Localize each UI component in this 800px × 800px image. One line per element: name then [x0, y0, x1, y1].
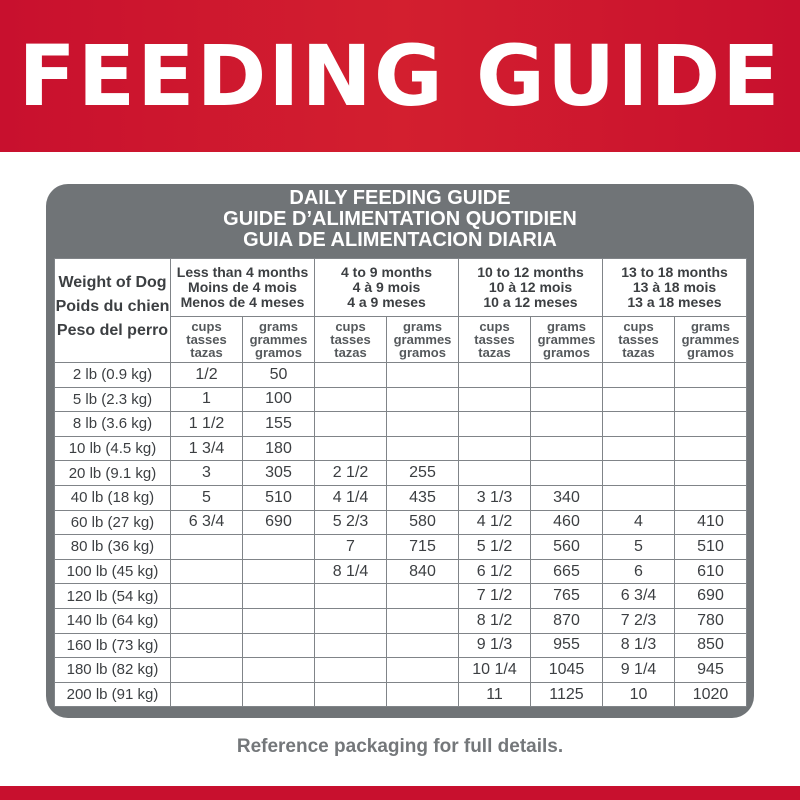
cups-cell: 11	[459, 682, 531, 707]
cups-cell	[603, 363, 675, 388]
cups-cell: 1/2	[171, 363, 243, 388]
grams-cell	[387, 658, 459, 683]
unit-label: grams	[402, 319, 443, 334]
grams-cell	[387, 633, 459, 658]
cups-cell: 5 1/2	[459, 535, 531, 560]
grams-cell: 1045	[531, 658, 603, 683]
weight-cell: 120 lb (54 kg)	[55, 584, 171, 609]
cups-cell	[459, 387, 531, 412]
cups-cell	[171, 633, 243, 658]
cups-cell	[315, 584, 387, 609]
table-row	[55, 510, 747, 535]
grams-unit-header	[531, 317, 603, 363]
grams-cell: 460	[531, 510, 603, 535]
unit-label: grammes	[537, 332, 596, 347]
grams-cell	[675, 363, 747, 388]
grams-cell	[675, 485, 747, 510]
cups-cell: 10 1/4	[459, 658, 531, 683]
unit-label: tasses	[474, 332, 515, 347]
weight-cell: 100 lb (45 kg)	[55, 559, 171, 584]
table-row	[55, 363, 747, 388]
grams-cell	[243, 608, 315, 633]
cups-cell: 6 1/2	[459, 559, 531, 584]
cups-cell: 7 2/3	[603, 608, 675, 633]
page-title: FEEDING GUIDE	[18, 27, 782, 125]
grams-cell: 765	[531, 584, 603, 609]
grams-unit-header	[387, 317, 459, 363]
cups-cell	[459, 412, 531, 437]
card-title-line: DAILY FEEDING GUIDE	[289, 187, 511, 209]
grams-cell	[243, 658, 315, 683]
cups-cell: 8 1/4	[315, 559, 387, 584]
unit-label: grammes	[393, 332, 452, 347]
weight-cell: 5 lb (2.3 kg)	[55, 387, 171, 412]
grams-cell	[387, 584, 459, 609]
cups-cell: 10	[603, 682, 675, 707]
grams-cell	[243, 584, 315, 609]
cups-cell	[315, 608, 387, 633]
weight-cell: 160 lb (73 kg)	[55, 633, 171, 658]
unit-label: tazas	[478, 345, 511, 360]
grams-cell	[675, 461, 747, 486]
unit-label: tasses	[618, 332, 659, 347]
grams-cell: 305	[243, 461, 315, 486]
cups-cell: 9 1/4	[603, 658, 675, 683]
cups-cell	[315, 412, 387, 437]
table-row	[55, 535, 747, 560]
cups-cell: 6 3/4	[603, 584, 675, 609]
unit-label: tazas	[190, 345, 223, 360]
grams-cell: 155	[243, 412, 315, 437]
cups-unit-header	[459, 317, 531, 363]
grams-cell: 610	[675, 559, 747, 584]
cups-cell: 3	[171, 461, 243, 486]
cups-cell	[459, 436, 531, 461]
cups-cell: 4 1/4	[315, 485, 387, 510]
cups-cell	[171, 584, 243, 609]
cups-cell: 5	[171, 485, 243, 510]
grams-cell	[675, 412, 747, 437]
cups-cell	[603, 387, 675, 412]
cups-cell	[171, 682, 243, 707]
table-row	[55, 387, 747, 412]
cups-cell	[459, 461, 531, 486]
weight-cell: 80 lb (36 kg)	[55, 535, 171, 560]
grams-cell: 580	[387, 510, 459, 535]
feeding-table	[54, 258, 747, 707]
age-line: 10 a 12 meses	[483, 294, 578, 310]
age-group-header	[171, 259, 315, 317]
age-line: Moins de 4 mois	[188, 279, 297, 295]
grams-cell	[675, 387, 747, 412]
cups-cell	[315, 658, 387, 683]
cups-cell	[315, 387, 387, 412]
unit-label: gramos	[255, 345, 302, 360]
grams-cell: 870	[531, 608, 603, 633]
grams-cell	[531, 412, 603, 437]
weight-cell: 140 lb (64 kg)	[55, 608, 171, 633]
cups-cell	[603, 412, 675, 437]
unit-label: tazas	[334, 345, 367, 360]
grams-cell: 1125	[531, 682, 603, 707]
weight-column-header	[55, 259, 171, 363]
cups-cell: 1	[171, 387, 243, 412]
cups-cell	[315, 633, 387, 658]
grams-cell: 945	[675, 658, 747, 683]
unit-label: tazas	[622, 345, 655, 360]
grams-cell: 180	[243, 436, 315, 461]
card-title	[46, 188, 754, 251]
cups-cell: 5	[603, 535, 675, 560]
age-group-header	[603, 259, 747, 317]
table-row	[55, 682, 747, 707]
unit-label: tasses	[186, 332, 227, 347]
cups-cell: 3 1/3	[459, 485, 531, 510]
grams-cell	[387, 412, 459, 437]
grams-unit-header	[675, 317, 747, 363]
unit-label: cups	[191, 319, 222, 334]
age-line: 10 to 12 months	[477, 264, 584, 280]
grams-cell	[243, 559, 315, 584]
table-row	[55, 412, 747, 437]
weight-header-line: Weight of Dog	[58, 274, 167, 291]
table-row	[55, 559, 747, 584]
grams-cell	[531, 387, 603, 412]
age-line: 13 à 18 mois	[632, 279, 717, 295]
cups-cell	[603, 436, 675, 461]
grams-cell: 690	[243, 510, 315, 535]
unit-label: grammes	[681, 332, 740, 347]
grams-cell: 510	[243, 485, 315, 510]
grams-cell: 340	[531, 485, 603, 510]
grams-cell: 510	[675, 535, 747, 560]
card-title-line: GUIDE D’ALIMENTATION QUOTIDIEN	[223, 208, 577, 230]
age-line: 4 à 9 mois	[352, 279, 421, 295]
card-title-line: GUIA DE ALIMENTACION DIARIA	[243, 229, 557, 251]
grams-cell	[531, 461, 603, 486]
cups-cell: 5 2/3	[315, 510, 387, 535]
grams-cell: 435	[387, 485, 459, 510]
table-row	[55, 485, 747, 510]
bottom-bar	[0, 786, 800, 800]
unit-label: tasses	[330, 332, 371, 347]
unit-label: grammes	[249, 332, 308, 347]
grams-cell: 410	[675, 510, 747, 535]
grams-cell: 560	[531, 535, 603, 560]
age-line: 13 to 18 months	[621, 264, 728, 280]
grams-cell	[387, 682, 459, 707]
grams-cell	[387, 436, 459, 461]
grams-cell: 715	[387, 535, 459, 560]
grams-cell: 255	[387, 461, 459, 486]
age-group-header	[459, 259, 603, 317]
unit-label: cups	[335, 319, 366, 334]
weight-cell: 8 lb (3.6 kg)	[55, 412, 171, 437]
age-line: Menos de 4 meses	[180, 294, 305, 310]
cups-cell: 8 1/3	[603, 633, 675, 658]
age-line: 4 a 9 meses	[347, 294, 426, 310]
table-row	[55, 633, 747, 658]
weight-cell: 200 lb (91 kg)	[55, 682, 171, 707]
grams-cell	[243, 633, 315, 658]
cups-unit-header	[315, 317, 387, 363]
cups-cell: 4	[603, 510, 675, 535]
weight-cell: 20 lb (9.1 kg)	[55, 461, 171, 486]
cups-cell	[171, 535, 243, 560]
cups-cell	[315, 436, 387, 461]
weight-cell: 10 lb (4.5 kg)	[55, 436, 171, 461]
cups-cell	[603, 485, 675, 510]
cups-cell: 4 1/2	[459, 510, 531, 535]
cups-cell	[171, 658, 243, 683]
cups-cell: 7 1/2	[459, 584, 531, 609]
weight-header-line: Peso del perro	[56, 322, 169, 339]
cups-cell: 8 1/2	[459, 608, 531, 633]
cups-cell: 1 1/2	[171, 412, 243, 437]
weight-cell: 2 lb (0.9 kg)	[55, 363, 171, 388]
grams-cell: 955	[531, 633, 603, 658]
age-group-header	[315, 259, 459, 317]
cups-cell	[171, 608, 243, 633]
grams-cell: 780	[675, 608, 747, 633]
grams-cell: 1020	[675, 682, 747, 707]
grams-cell: 665	[531, 559, 603, 584]
grams-unit-header	[243, 317, 315, 363]
cups-unit-header	[603, 317, 675, 363]
age-line: 10 à 12 mois	[488, 279, 573, 295]
grams-cell	[387, 363, 459, 388]
grams-cell: 690	[675, 584, 747, 609]
cups-cell: 6 3/4	[171, 510, 243, 535]
table-row	[55, 436, 747, 461]
cups-cell: 1 3/4	[171, 436, 243, 461]
table-row	[55, 461, 747, 486]
grams-cell: 50	[243, 363, 315, 388]
cups-cell: 7	[315, 535, 387, 560]
unit-label: cups	[479, 319, 510, 334]
footer-note: Reference packaging for full details.	[236, 736, 564, 757]
cups-cell	[459, 363, 531, 388]
cups-cell	[603, 461, 675, 486]
unit-label: gramos	[543, 345, 590, 360]
weight-cell: 180 lb (82 kg)	[55, 658, 171, 683]
table-row	[55, 658, 747, 683]
unit-label: cups	[623, 319, 654, 334]
weight-cell: 60 lb (27 kg)	[55, 510, 171, 535]
unit-label: grams	[258, 319, 299, 334]
grams-cell: 840	[387, 559, 459, 584]
grams-cell	[531, 363, 603, 388]
cups-unit-header	[171, 317, 243, 363]
cups-cell: 6	[603, 559, 675, 584]
weight-cell: 40 lb (18 kg)	[55, 485, 171, 510]
table-row	[55, 608, 747, 633]
unit-label: gramos	[687, 345, 734, 360]
grams-cell	[531, 436, 603, 461]
grams-cell	[387, 387, 459, 412]
unit-label: gramos	[399, 345, 446, 360]
age-line: Less than 4 months	[176, 264, 309, 280]
grams-cell	[387, 608, 459, 633]
cups-cell	[315, 682, 387, 707]
cups-cell	[315, 363, 387, 388]
table-row	[55, 584, 747, 609]
grams-cell: 100	[243, 387, 315, 412]
grams-cell: 850	[675, 633, 747, 658]
age-line: 13 a 18 meses	[627, 294, 722, 310]
cups-cell: 2 1/2	[315, 461, 387, 486]
unit-label: grams	[690, 319, 731, 334]
age-line: 4 to 9 months	[340, 264, 432, 280]
cups-cell	[171, 559, 243, 584]
grams-cell	[243, 682, 315, 707]
weight-header-line: Poids du chien	[55, 298, 170, 315]
unit-label: grams	[546, 319, 587, 334]
cups-cell: 9 1/3	[459, 633, 531, 658]
grams-cell	[675, 436, 747, 461]
grams-cell	[243, 535, 315, 560]
